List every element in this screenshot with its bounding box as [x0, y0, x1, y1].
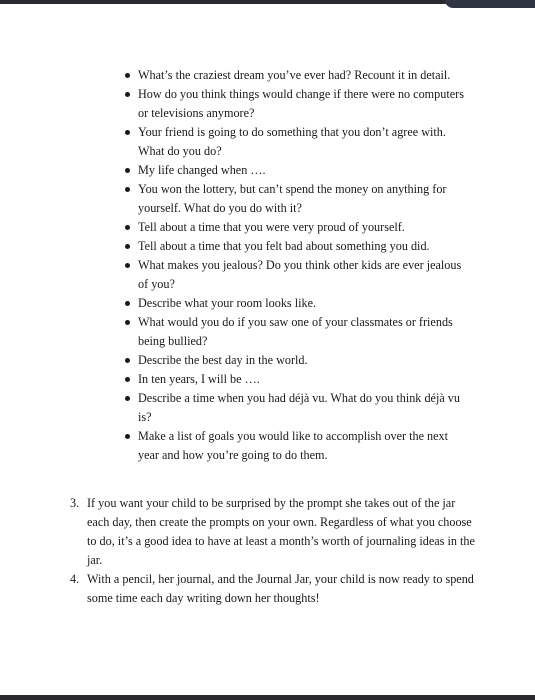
step-text: If you want your child to be surprised by the prompt she takes out of the jar each day, then create the prompts on your own. Regardless of what you choose to do, it’s a good idea to have at least a month’s worth of journaling ideas in the jar.	[87, 496, 475, 567]
journal-prompt-list	[138, 66, 468, 465]
instruction-steps	[70, 494, 477, 608]
list-item: What would you do if you saw one of your classmates or friends being bullied?	[138, 313, 468, 351]
list-item: In ten years, I will be ….	[138, 370, 468, 389]
list-item: What makes you jealous? Do you think other kids are ever jealous of you?	[138, 256, 468, 294]
list-item: Your friend is going to do something that you don’t agree with. What do you do?	[138, 123, 468, 161]
step-number: 3.	[70, 496, 80, 510]
list-item: Tell about a time that you were very proud of yourself.	[138, 218, 468, 237]
list-item: Describe the best day in the world.	[138, 351, 468, 370]
step-item-4	[70, 570, 477, 608]
list-item: Describe what your room looks like.	[138, 294, 468, 313]
step-number: 4.	[70, 572, 80, 586]
step-item-3	[70, 494, 477, 570]
list-item: What’s the craziest dream you’ve ever had? Recount it in detail.	[138, 66, 468, 85]
step-text: With a pencil, her journal, and the Journal Jar, your child is now ready to spend some time each day writing down her thoughts!	[87, 572, 474, 605]
bottom-border	[0, 695, 535, 700]
list-item: Make a list of goals you would like to accomplish over the next year and how you’re going to do them.	[138, 427, 468, 465]
list-item: Describe a time when you had déjà vu. What do you think déjà vu is?	[138, 389, 468, 427]
list-item: How do you think things would change if there were no computers or televisions anymore?	[138, 85, 468, 123]
top-corner-tab	[445, 0, 535, 8]
list-item: Tell about a time that you felt bad about something you did.	[138, 237, 468, 256]
list-item: You won the lottery, but can’t spend the money on anything for yourself. What do you do with it?	[138, 180, 468, 218]
list-item: My life changed when ….	[138, 161, 468, 180]
